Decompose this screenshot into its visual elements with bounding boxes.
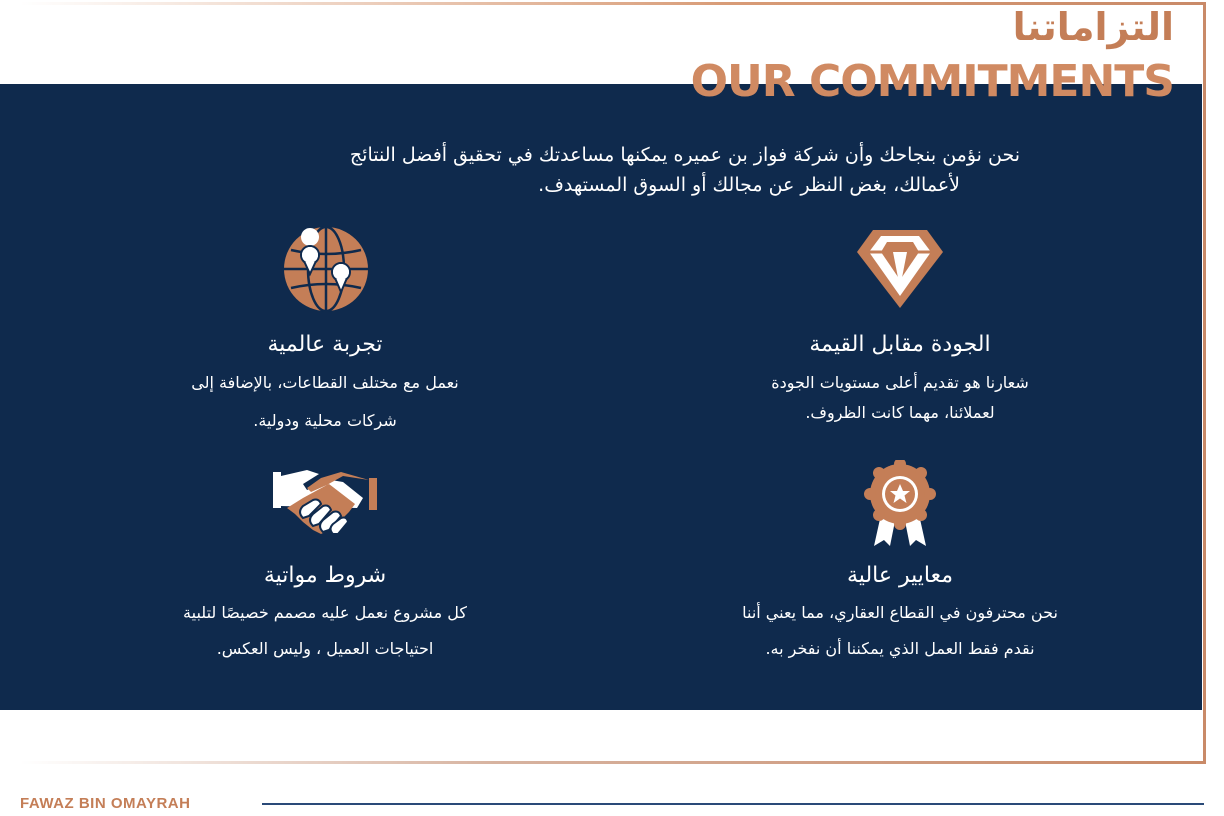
frame-bottom-line xyxy=(20,761,1206,764)
favorable-terms-line-1: كل مشروع نعمل عليه مصمم خصيصًا لتلبية xyxy=(183,603,467,622)
favorable-terms-text xyxy=(100,598,550,664)
intro-paragraph xyxy=(160,140,1020,200)
high-standards-title: معايير عالية xyxy=(847,563,953,588)
quality-value-line-1: شعارنا هو تقديم أعلى مستويات الجودة xyxy=(771,373,1029,392)
global-experience-text xyxy=(110,368,540,436)
intro-line-2: لأعمالك، بغض النظر عن مجالك أو السوق المستهدف. xyxy=(538,174,960,196)
quality-value-line-2: لعملائنا، مهما كانت الظروف. xyxy=(805,403,995,422)
favorable-terms-title: شروط مواتية xyxy=(263,563,387,588)
intro-line-1: نحن نؤمن بنجاحك وأن شركة فواز بن عميره يمكنها مساعدتك في تحقيق أفضل النتائج xyxy=(349,144,1020,166)
handshake-icon xyxy=(273,468,377,540)
global-experience-title: تجربة عالمية xyxy=(267,332,383,357)
footer-brand: FAWAZ BIN OMAYRAH xyxy=(20,795,191,812)
favorable-terms-line-2: احتياجات العميل ، وليس العكس. xyxy=(216,639,434,658)
global-experience-line-1: نعمل مع مختلف القطاعات، بالإضافة إلى xyxy=(191,373,459,392)
frame-right-line xyxy=(1203,2,1206,764)
globe-pins-icon xyxy=(283,226,369,312)
footer-divider xyxy=(262,803,1204,805)
global-experience-line-2: شركات محلية ودولية. xyxy=(253,411,397,430)
high-standards-text xyxy=(670,598,1130,664)
quality-value-title: الجودة مقابل القيمة xyxy=(809,332,991,357)
high-standards-line-1: نحن محترفون في القطاع العقاري، مما يعني أننا xyxy=(742,603,1058,622)
page-title-english: OUR COMMITMENTS xyxy=(690,56,1174,107)
quality-value-text xyxy=(690,368,1110,428)
diamond-icon xyxy=(855,228,945,310)
award-ribbon-icon xyxy=(864,460,936,548)
page-title-arabic: التزاماتنا xyxy=(1012,5,1174,49)
high-standards-line-2: نقدم فقط العمل الذي يمكننا أن نفخر به. xyxy=(765,639,1035,658)
